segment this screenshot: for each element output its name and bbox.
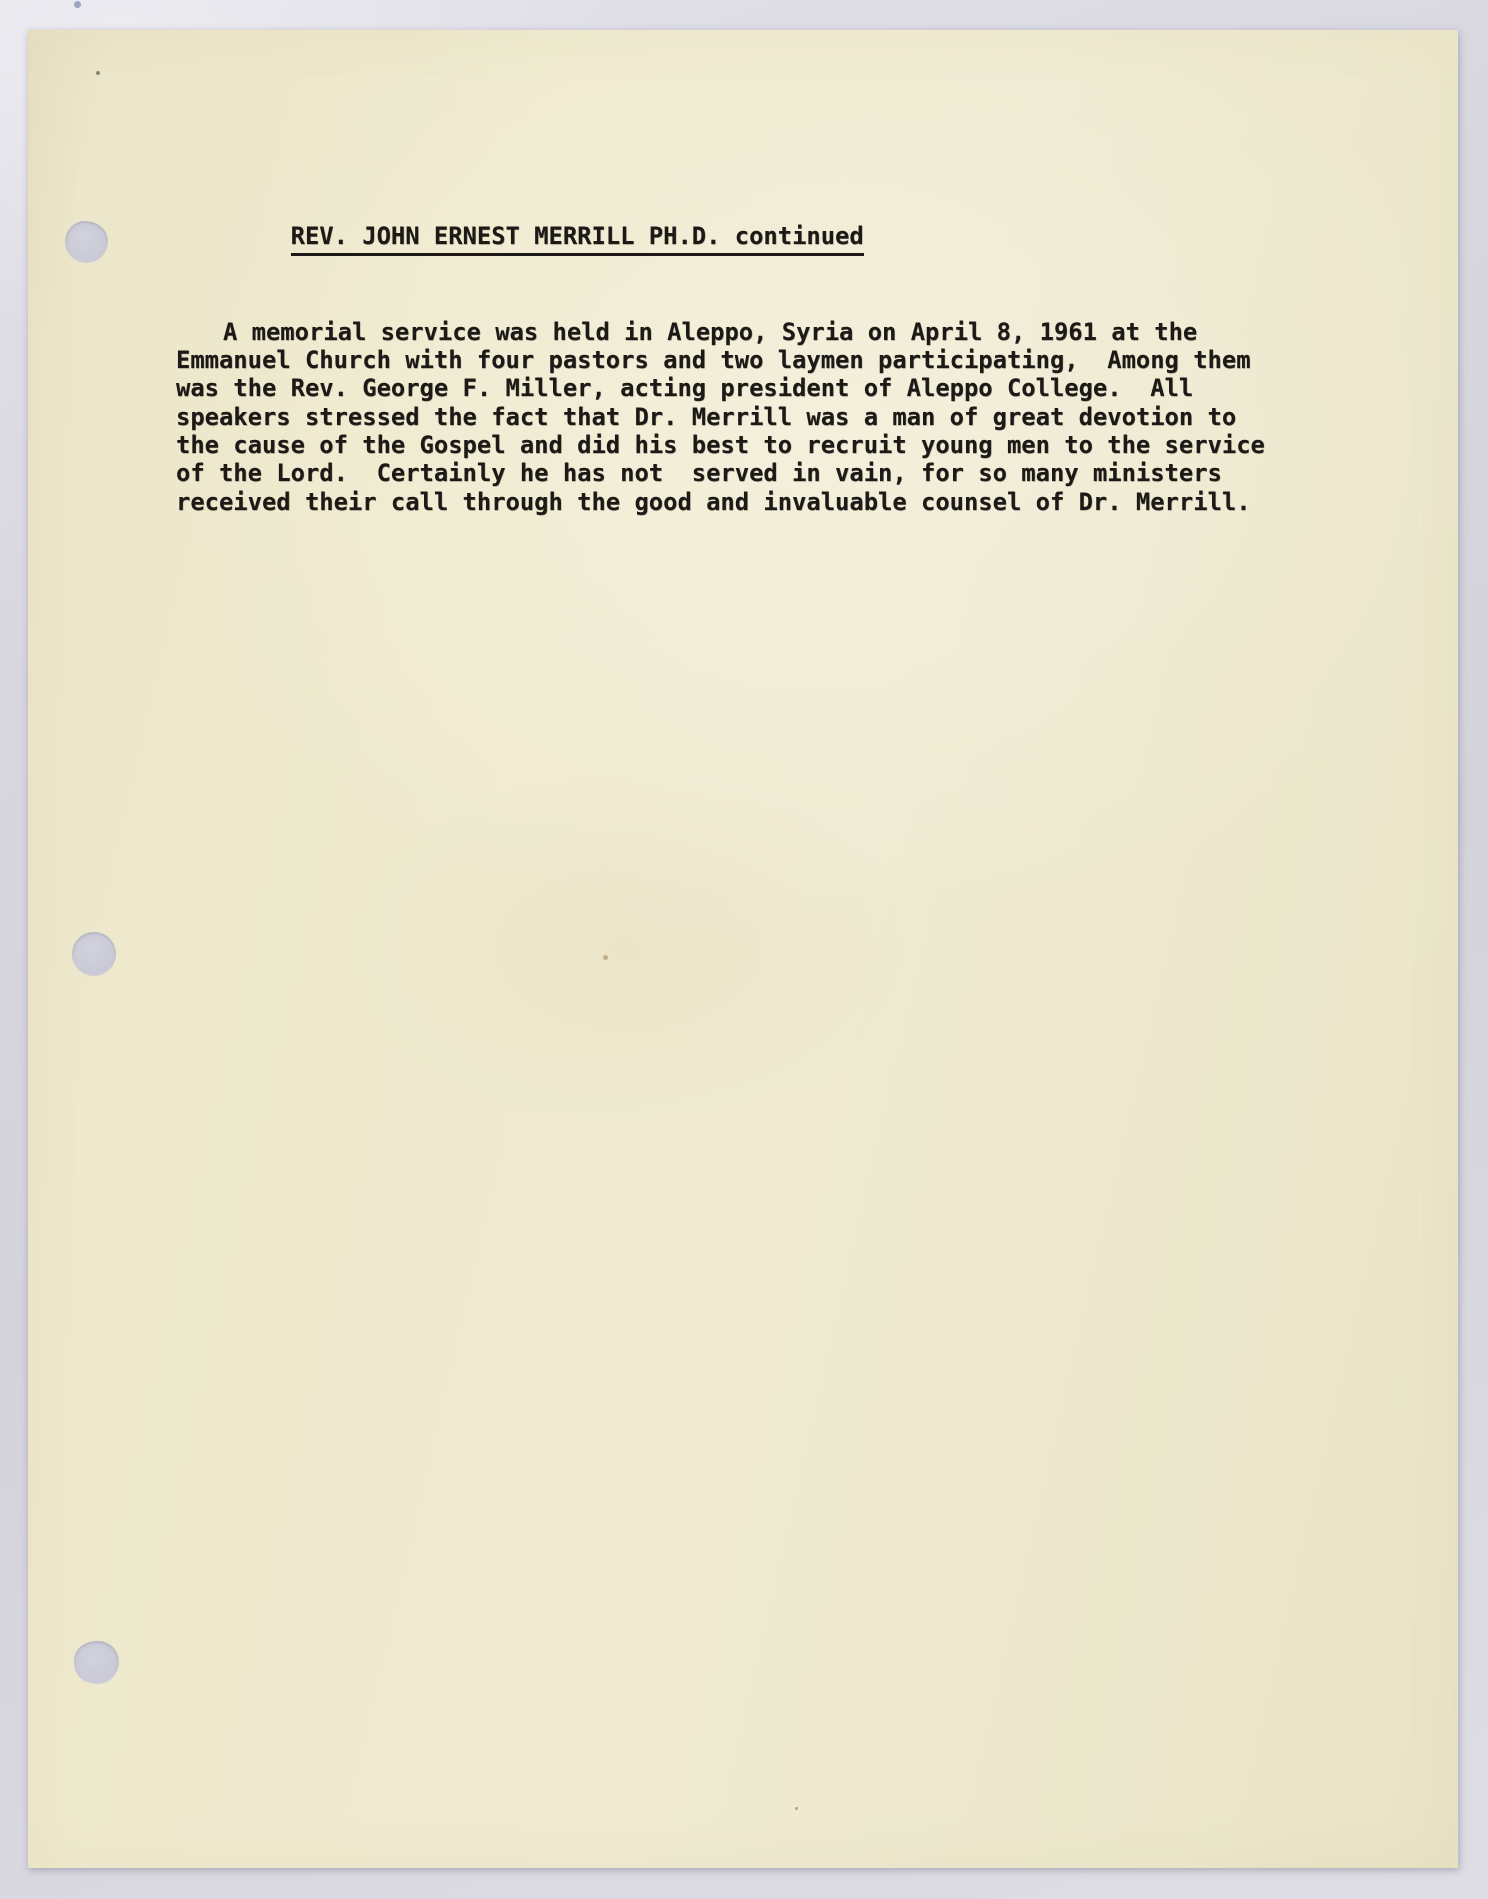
paper-page xyxy=(28,30,1458,1868)
memorial-paragraph xyxy=(176,318,1356,516)
paper-speck xyxy=(603,955,608,960)
body-line: speakers stressed the fact that Dr. Merrill was a man of great devotion to xyxy=(176,402,1237,431)
body-line: of the Lord. Certainly he has not served in vain, for so many ministers xyxy=(176,459,1222,488)
body-line: the cause of the Gospel and did his best to recruit young men to the service xyxy=(176,431,1265,460)
background-speck xyxy=(74,1,81,8)
heading-paragraph-gap xyxy=(176,284,1356,318)
paper-speck xyxy=(96,71,100,75)
punch-hole-top xyxy=(65,221,108,263)
body-line: A memorial service was held in Aleppo, Syria on April 8, 1961 at the xyxy=(223,317,1198,346)
punch-hole-middle xyxy=(72,932,116,976)
body-line: Emmanuel Church with four pastors and two laymen participating, Among them xyxy=(176,346,1251,375)
typewritten-text-block xyxy=(176,194,1356,516)
document-heading-text: REV. JOHN ERNEST MERRILL PH.D. continued xyxy=(291,222,864,255)
body-line: was the Rev. George F. Miller, acting president of Aleppo College. All xyxy=(176,374,1194,403)
document-heading xyxy=(176,194,1356,284)
paper-speck xyxy=(795,1807,798,1810)
body-line: received their call through the good and invaluable counsel of Dr. Merrill. xyxy=(176,487,1251,516)
punch-hole-bottom xyxy=(74,1641,119,1684)
